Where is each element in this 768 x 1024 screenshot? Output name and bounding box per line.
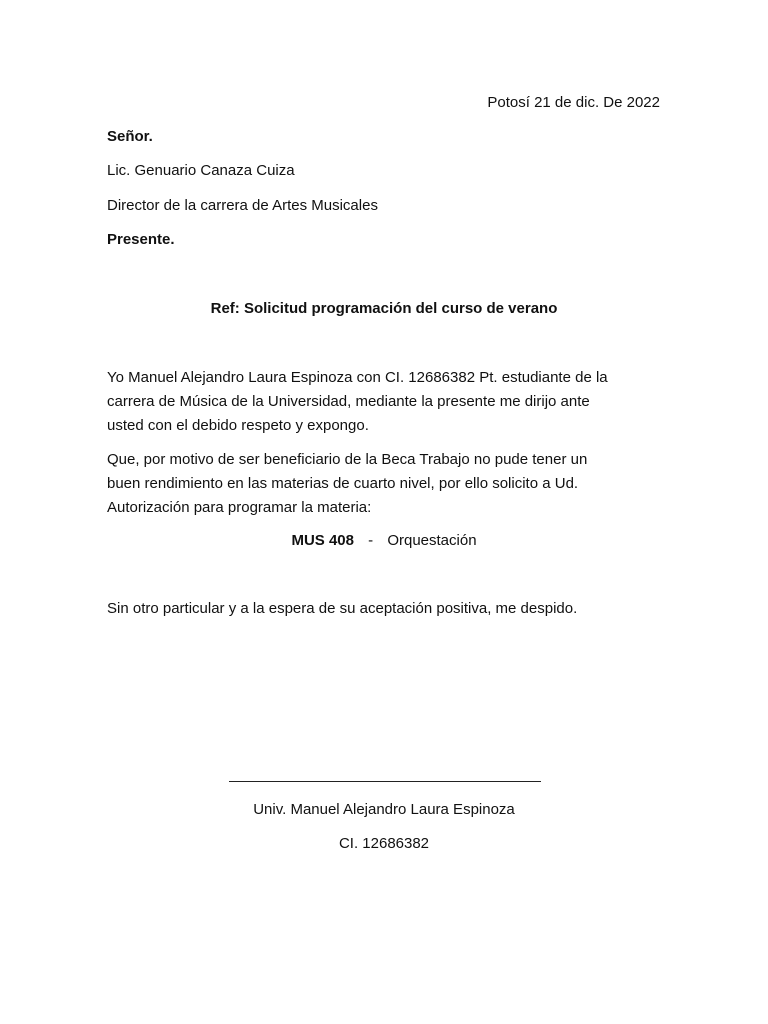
presente-label: Presente. [107,231,175,248]
closing-line: Sin otro particular y a la espera de su aceptación positiva, me despido. [107,600,578,617]
reference-line: Ref: Solicitud programación del curso de verano [210,300,558,317]
course-name: Orquestación [387,532,477,549]
paragraph-request-line: Autorización para programar la materia: [107,499,372,516]
paragraph-intro-line: carrera de Música de la Universidad, mediante la presente me dirijo ante [107,393,590,410]
paragraph-intro [107,366,667,438]
paragraph-request-line: Que, por motivo de ser beneficiario de la Beca Trabajo no pude tener un [107,451,588,468]
course-separator: - [368,532,374,549]
signature-line [229,781,541,782]
recipient-title: Director de la carrera de Artes Musicales [107,197,378,214]
course-code: MUS 408 [291,532,354,549]
recipient-name: Lic. Genuario Canaza Cuiza [107,162,295,179]
paragraph-request [107,448,667,520]
salutation: Señor. [107,128,153,145]
letter-date: Potosí 21 de dic. De 2022 [487,94,660,111]
paragraph-request-line: buen rendimiento en las materias de cuarto nivel, por ello solicito a Ud. [107,475,579,492]
paragraph-intro-line: Yo Manuel Alejandro Laura Espinoza con CI. 12686382 Pt. estudiante de la [107,369,608,386]
signature-name: Univ. Manuel Alejandro Laura Espinoza [253,801,515,818]
paragraph-intro-line: usted con el debido respeto y expongo. [107,417,369,434]
signature-ci: CI. 12686382 [338,835,430,852]
course-line [0,531,768,551]
